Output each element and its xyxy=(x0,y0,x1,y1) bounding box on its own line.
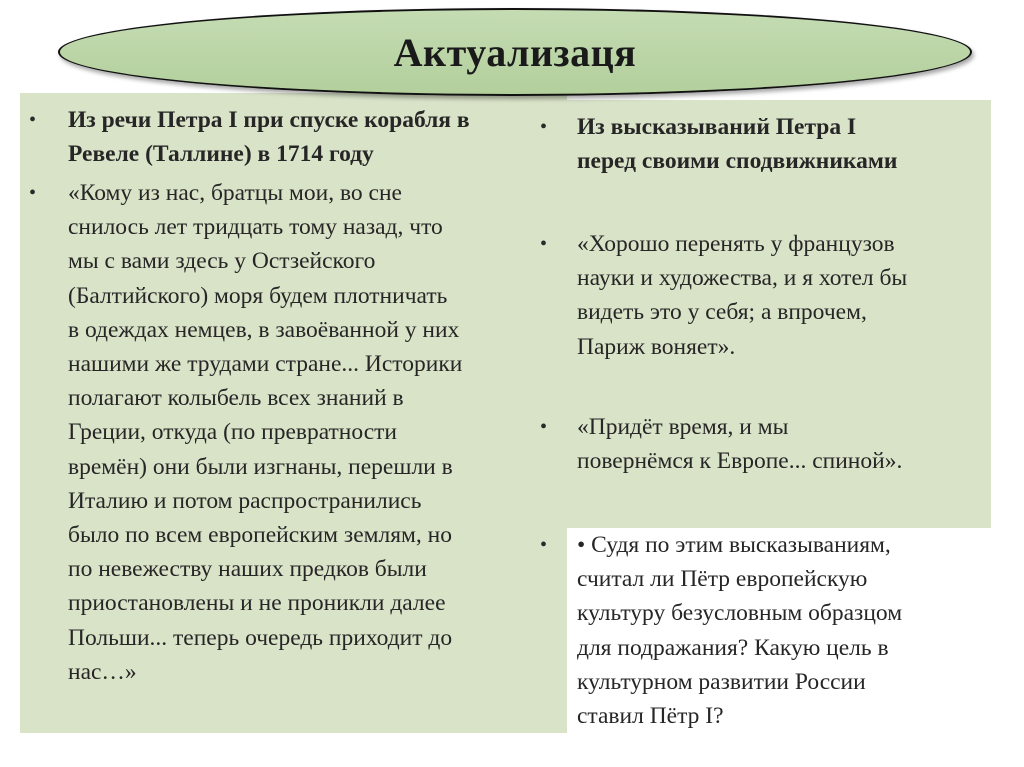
left-quote-line: Греции, откуда (по превратности xyxy=(68,419,397,446)
left-quote-line: Польши... теперь очередь приходит до xyxy=(68,624,453,651)
left-quote-line: нашими же трудами стране... Историки xyxy=(68,351,463,378)
left-quote-line: времён) они были изгнаны, перешли в xyxy=(68,453,453,480)
right-quote-line: «Хорошо перенять у французов xyxy=(577,231,895,257)
right-quote-line: повернёмся к Европе... спиной». xyxy=(577,448,903,475)
title-banner xyxy=(58,8,972,96)
question-line: ставил Пётр I? xyxy=(577,703,724,730)
left-quote-line: (Балтийского) моря будем плотничать xyxy=(68,282,448,309)
bullet-icon: • xyxy=(29,182,37,204)
slide-title: Актуализаця xyxy=(393,29,637,75)
left-heading-line: Ревеле (Таллине) в 1714 году xyxy=(68,141,374,168)
bullet-icon: • xyxy=(540,534,548,556)
bullet-icon: • xyxy=(540,416,548,438)
right-quote-paris xyxy=(577,227,987,364)
left-quote xyxy=(68,176,538,689)
left-quote-line: приостановлены и не проникли далее xyxy=(68,590,446,617)
left-heading-line: Из речи Петра I при спуске корабля в xyxy=(68,107,470,133)
right-quote-europe xyxy=(577,410,987,478)
left-quote-line: в одеждах немцев, в завоёванной у них xyxy=(68,316,460,343)
right-quote-line: «Придёт время, и мы xyxy=(577,414,789,440)
question-line: культурном развитии России xyxy=(577,668,866,695)
left-quote-line: мы с вами здесь у Остзейского xyxy=(68,248,376,275)
right-quote-line: Париж воняет». xyxy=(577,333,736,360)
bullet-icon: • xyxy=(29,109,37,131)
question-line: считал ли Пётр европейскую xyxy=(577,566,868,593)
left-quote-line: «Кому из нас, братцы мои, во сне xyxy=(68,180,402,206)
right-heading-line: Из высказываний Петра I xyxy=(577,114,857,140)
question-line: для подражания? Какую цель в xyxy=(577,634,889,661)
left-quote-line: нас…» xyxy=(68,658,137,685)
question-line: культуру безусловным образцом xyxy=(577,600,903,627)
right-heading-line: перед своими сподвижниками xyxy=(577,148,898,175)
left-heading xyxy=(68,103,543,171)
left-quote-line: было по всем европейским землям, но xyxy=(68,522,452,549)
bullet-icon: • xyxy=(540,116,548,138)
right-quote-line: науки и художества, и я хотел бы xyxy=(577,265,908,292)
left-quote-line: полагают колыбель всех знаний в xyxy=(68,385,404,412)
right-heading xyxy=(577,110,987,178)
bullet-icon: • xyxy=(540,233,548,255)
question-text xyxy=(577,528,997,733)
question-line: • Судя по этим высказываниям, xyxy=(577,532,891,558)
left-quote-line: Италию и потом распространились xyxy=(68,487,422,514)
left-quote-line: снилось лет тридцать тому назад, что xyxy=(68,214,443,241)
right-quote-line: видеть это у себя; а впрочем, xyxy=(577,299,867,326)
left-quote-line: по невежеству наших предков были xyxy=(68,556,427,583)
